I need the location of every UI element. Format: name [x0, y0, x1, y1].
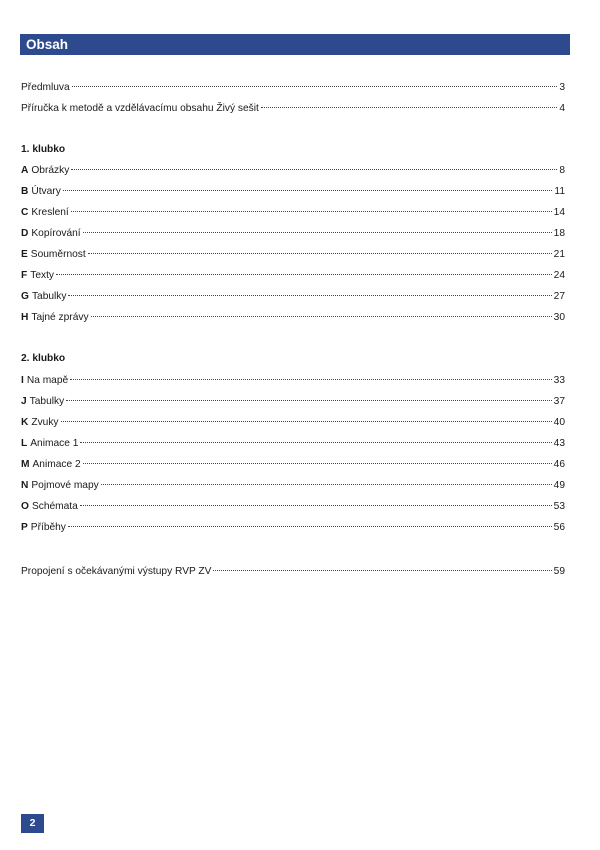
toc-entry-letter: E	[21, 249, 28, 260]
toc-entry-page: 27	[553, 291, 565, 302]
toc-leader-dots	[88, 253, 552, 254]
toc-entry-letter: L	[21, 438, 28, 449]
toc-leader-dots	[70, 379, 551, 380]
toc-entry-letter: A	[21, 165, 29, 176]
toc-entry-label: Texty	[30, 270, 55, 281]
toc-entry-label: Kopírování	[31, 228, 81, 239]
toc-entry-letter: F	[21, 270, 28, 281]
toc-leader-dots	[213, 570, 551, 571]
toc-entry-label: Předmluva	[21, 82, 70, 93]
toc-entry-page: 3	[559, 82, 565, 93]
toc-entry[interactable]	[21, 437, 565, 451]
toc-entry-letter: M	[21, 459, 30, 470]
toc-entry-label: Příběhy	[30, 522, 66, 533]
toc-entry-label: Pojmové mapy	[31, 480, 99, 491]
toc-leader-dots	[63, 190, 553, 191]
toc-leader-dots	[68, 526, 552, 527]
toc-leader-dots	[71, 211, 552, 212]
toc-entry-letter: C	[21, 207, 29, 218]
toc-entry[interactable]	[21, 185, 565, 199]
toc-entry-page: 37	[553, 396, 565, 407]
toc-leader-dots	[71, 169, 557, 170]
toc-entry-letter: G	[21, 291, 29, 302]
toc-leader-dots	[80, 442, 551, 443]
toc-entry-label: Souměrnost	[30, 249, 86, 260]
toc-entry[interactable]	[21, 227, 565, 241]
page-title: Obsah	[26, 37, 69, 52]
toc-leader-dots	[83, 463, 552, 464]
toc-entry-label: Tabulky	[29, 396, 65, 407]
toc-leader-dots	[83, 232, 552, 233]
toc-leader-dots	[101, 484, 552, 485]
toc-entry-label: Obrázky	[31, 165, 70, 176]
toc-leader-dots	[61, 421, 552, 422]
toc-entry[interactable]	[21, 164, 565, 178]
toc-entry[interactable]	[21, 311, 565, 325]
toc-entry-label: Animace 1	[30, 438, 79, 449]
toc-leader-dots	[72, 86, 558, 87]
toc-entry-page: 14	[553, 207, 565, 218]
toc-entry-letter: B	[21, 186, 29, 197]
page-number-badge: 2	[21, 814, 44, 833]
toc-entry-page: 43	[553, 438, 565, 449]
toc-entry[interactable]	[21, 269, 565, 283]
toc-leader-dots	[66, 400, 551, 401]
toc-entry[interactable]	[21, 374, 565, 388]
toc-entry-page: 56	[553, 522, 565, 533]
toc-entry-page: 24	[553, 270, 565, 281]
toc-entry-label: Útvary	[31, 186, 61, 197]
toc-entry[interactable]	[21, 395, 565, 409]
title-bar	[20, 34, 570, 55]
toc-entry-page: 59	[553, 566, 565, 577]
toc-entry-label: Na mapě	[26, 375, 69, 386]
toc-entry[interactable]	[21, 458, 565, 472]
toc-entry-page: 8	[559, 165, 565, 176]
toc-entry-prirucka[interactable]	[21, 102, 565, 116]
toc-entry-letter: D	[21, 228, 29, 239]
section-heading-2: 2. klubko	[21, 353, 66, 364]
toc-entry-page: 11	[554, 186, 565, 197]
toc-leader-dots	[80, 505, 552, 506]
toc-entry-letter: P	[21, 522, 28, 533]
toc-entry-label: Propojení s očekávanými výstupy RVP ZV	[21, 566, 212, 577]
toc-entry-predmluva[interactable]	[21, 81, 565, 95]
toc-entry-page: 4	[559, 103, 565, 114]
toc-entry-page: 18	[553, 228, 565, 239]
toc-entry-page: 30	[553, 312, 565, 323]
toc-entry-page: 33	[553, 375, 565, 386]
toc-entry-page: 40	[553, 417, 565, 428]
toc-entry-label: Kreslení	[31, 207, 69, 218]
toc-entry[interactable]	[21, 206, 565, 220]
toc-entry-propojeni[interactable]	[21, 565, 565, 579]
toc-entry-letter: N	[21, 480, 29, 491]
toc-entry[interactable]	[21, 290, 565, 304]
toc-entry-label: Příručka k metodě a vzdělávacímu obsahu Živý sešit	[21, 103, 259, 114]
toc-leader-dots	[68, 295, 551, 296]
section-heading-1: 1. klubko	[21, 144, 66, 155]
toc-entry-page: 49	[553, 480, 565, 491]
toc-leader-dots	[91, 316, 552, 317]
toc-entry-letter: O	[21, 501, 29, 512]
toc-entry-label: Tabulky	[31, 291, 67, 302]
toc-entry-label: Tajné zprávy	[31, 312, 89, 323]
toc-entry-letter: K	[21, 417, 29, 428]
toc-entry-letter: I	[21, 375, 24, 386]
toc-entry[interactable]	[21, 521, 565, 535]
toc-leader-dots	[56, 274, 552, 275]
toc-leader-dots	[261, 107, 558, 108]
toc-entry[interactable]	[21, 248, 565, 262]
toc-entry[interactable]	[21, 500, 565, 514]
toc-entry-label: Animace 2	[32, 459, 81, 470]
toc-entry-letter: J	[21, 396, 27, 407]
toc-entry-page: 46	[553, 459, 565, 470]
toc-entry-letter: H	[21, 312, 29, 323]
toc-entry-page: 21	[553, 249, 565, 260]
toc-entry[interactable]	[21, 479, 565, 493]
toc-entry-page: 53	[553, 501, 565, 512]
toc-entry-label: Zvuky	[31, 417, 59, 428]
toc-entry-label: Schémata	[31, 501, 78, 512]
toc-entry[interactable]	[21, 416, 565, 430]
